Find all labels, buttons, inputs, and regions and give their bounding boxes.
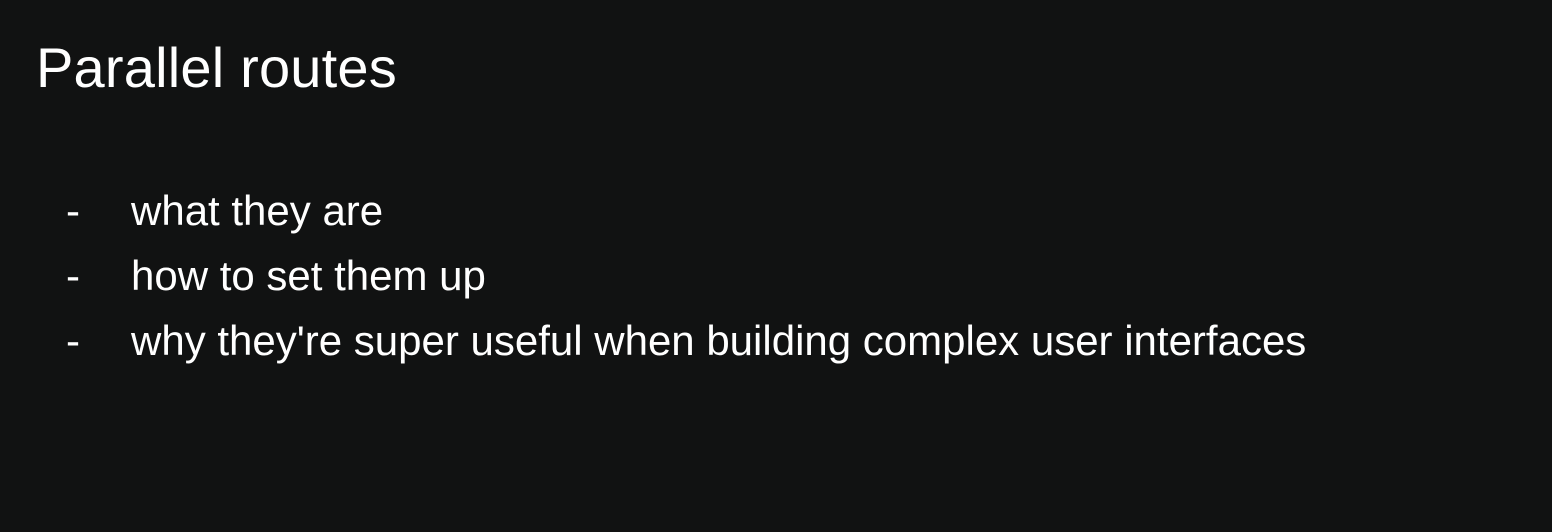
slide-title: Parallel routes xyxy=(36,36,397,99)
bullet-marker: - xyxy=(66,187,80,234)
bullet-item xyxy=(66,243,1306,308)
bullet-marker: - xyxy=(66,317,80,364)
bullet-marker: - xyxy=(66,252,80,299)
bullet-item xyxy=(66,178,1306,243)
bullet-text: why they're super useful when building complex user interfaces xyxy=(131,317,1307,364)
bullet-text: what they are xyxy=(131,187,384,234)
bullet-item xyxy=(66,308,1306,373)
bullet-list xyxy=(66,178,1306,373)
bullet-text: how to set them up xyxy=(131,252,486,299)
